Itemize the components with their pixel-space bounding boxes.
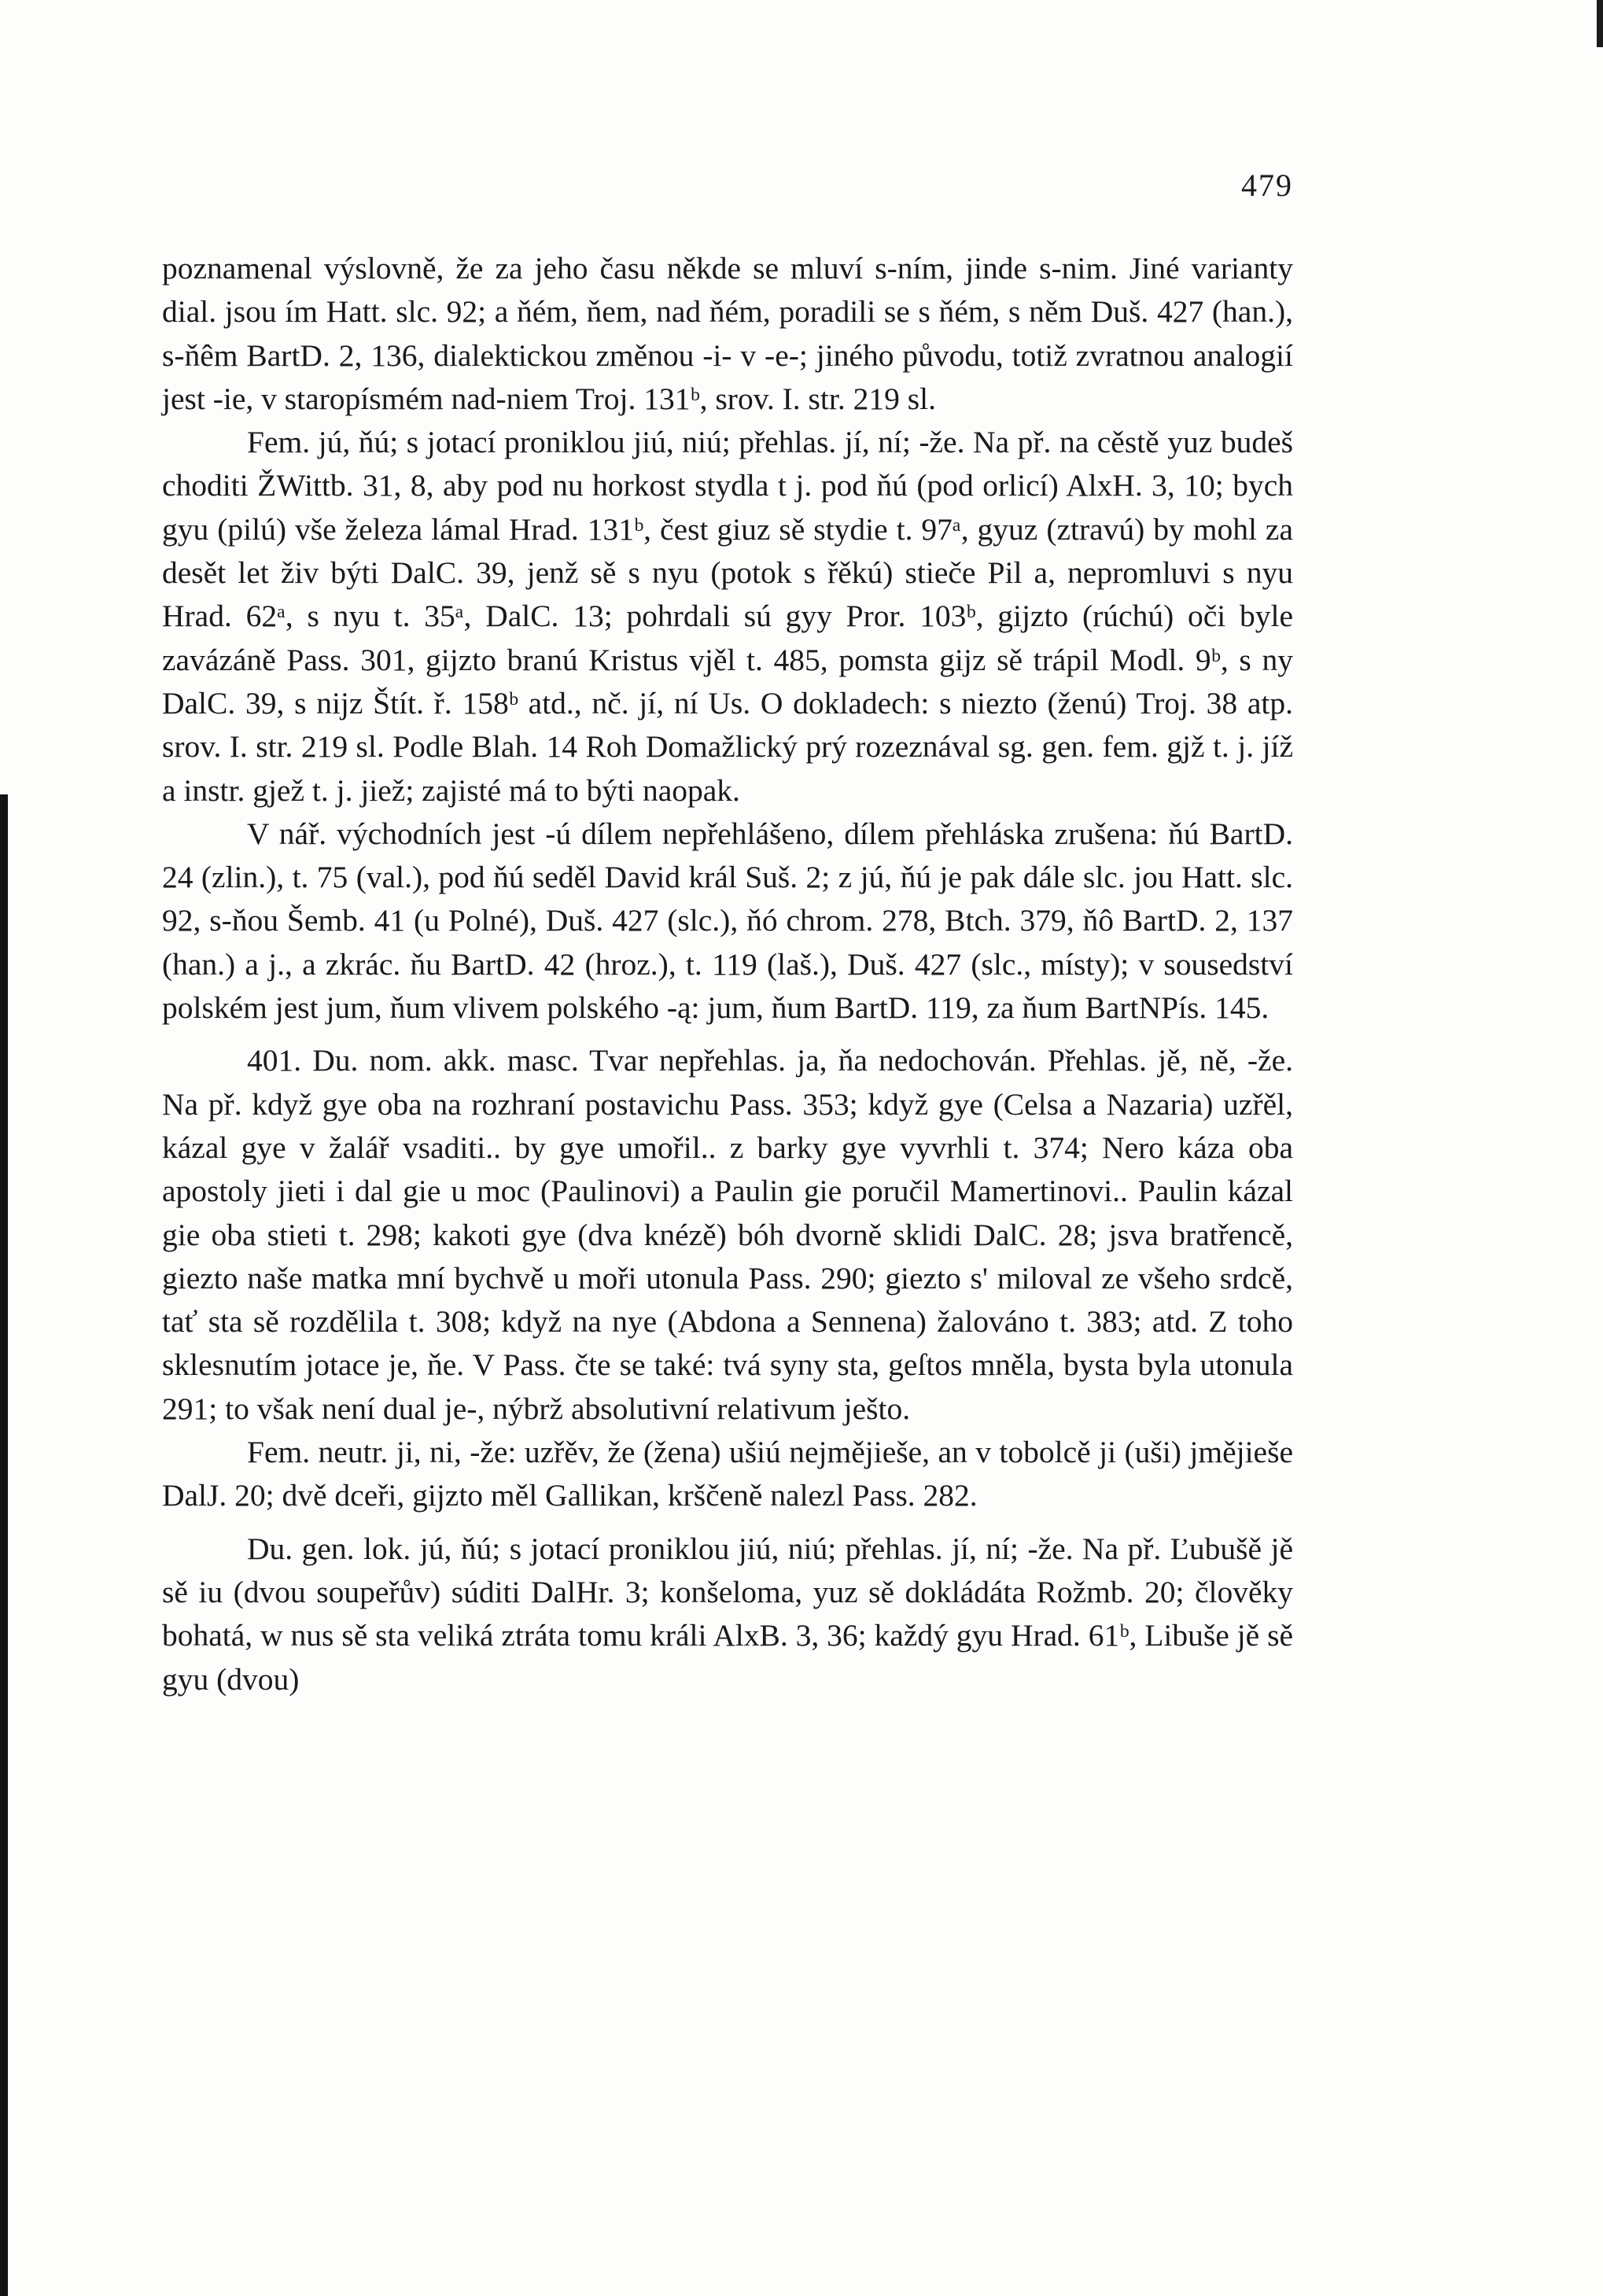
- paragraph: Du. gen. lok. jú, ňú; s jotací proniklou jiú, niú; přehlas. jí, ní; -že. Na př. Ľubušě jě sě iu (dvou soupeřův) súditi DalHr. 3; konšeloma, yuz sě dokládáta Rožmb. 20; člověky bohatá, w nus sě sta veliká ztráta tomu králi AlxB. 3, 36; každý gyu Hrad. 61ᵇ, Libuše jě sě gyu (dvou): [162, 1531, 1293, 1697]
- paragraph: poznamenal výslovně, že za jeho času někde se mluví s-ním, jinde s-nim. Jiné varianty dial. jsou ím Hatt. slc. 92; a ňém, ňem, nad ňém, poradili se s ňém, s něm Duš. 427 (han.), s-ňêm BartD. 2, 136, dialektickou změnou -i- v -e-; jiného původu, totiž zvratnou analogií jest -ie, v staropísmém nad-niem Troj. 131ᵇ, srov. I. str. 219 sl.: [162, 251, 1293, 416]
- scan-border-left: [0, 794, 8, 2296]
- body-text: [162, 247, 1293, 1701]
- page-number: 479: [1241, 168, 1293, 203]
- paragraph: Fem. neutr. ji, ni, -že: uzřěv, že (žena) ušiú nejmějieše, an v tobolcě ji (uši) jmějieše DalJ. 20; dvě dceři, gijzto měl Gallikan, krščeně nalezl Pass. 282.: [162, 1435, 1293, 1513]
- section-paragraph: 401. Du. nom. akk. masc. Tvar nepřehlas. ja, ňa nedochován. Přehlas. jě, ně, -že. Na př. když gye oba na rozhraní postavichu Pass. 353; když gye (Celsa a Nazaria) uzřěl, kázal gye v žalář vsaditi.. by gye umořil.. z barky gye vyvrhli t. 374; Nero káza oba apostoly jieti i dal gie u moc (Paulinovi) a Paulin gie poručil Mamertinovi.. Paulin kázal gie oba stieti t. 298; kakoti gye (dva knézě) bóh dvorně sklidi DalC. 28; jsva bratřencě, giezto naše matka mní bychvě u moři utonula Pass. 290; giezto s' miloval ze všeho srdcě, tať sta sě rozdělila t. 308; když na nye (Abdona a Sennena) žalováno t. 383; atd. Z toho sklesnutím jotace je, ňe. V Pass. čte se také: tvá syny sta, geſtos mněla, bysta byla utonula 291; to však není dual je-, nýbrž absolutivní relativum ješto.: [162, 1043, 1293, 1426]
- paragraph: Fem. jú, ňú; s jotací proniklou jiú, niú; přehlas. jí, ní; -že. Na př. na cěstě yuz budeš choditi ŽWittb. 31, 8, aby pod nu horkost stydla t j. pod ňú (pod orlicí) AlxH. 3, 10; bych gyu (pilú) vše železa lámal Hrad. 131ᵇ, čest giuz sě stydie t. 97ᵃ, gyuz (ztravú) by mohl za desět let živ býti DalC. 39, jenž sě s nyu (potok s řěkú) stieče Pil a, nepromluvi s nyu Hrad. 62ᵃ, s nyu t. 35ᵃ, DalC. 13; pohrdali sú gyy Pror. 103ᵇ, gijzto (rúchú) oči byle zavázáně Pass. 301, gijzto branú Kristus vjěl t. 485, pomsta gijz sě trápil Modl. 9ᵇ, s ny DalC. 39, s nijz Štít. ř. 158ᵇ atd., nč. jí, ní Us. O dokladech: s niezto (ženú) Troj. 38 atp. srov. I. str. 219 sl. Podle Blah. 14 Roh Domažlický prý rozeznával sg. gen. fem. gjž t. j. jíž a instr. gjež t. j. jiež; zajisté má to býti naopak.: [162, 425, 1293, 808]
- paragraph: V nář. východních jest -ú dílem nepřehlášeno, dílem přehláska zrušena: ňú BartD. 24 (zlin.), t. 75 (val.), pod ňú seděl David král Suš. 2; z jú, ňú je pak dále slc. jou Hatt. slc. 92, s-ňou Šemb. 41 (u Polné), Duš. 427 (slc.), ňó chrom. 278, Btch. 379, ňô BartD. 2, 137 (han.) a j., a zkrác. ňu BartD. 42 (hroz.), t. 119 (laš.), Duš. 427 (slc., místy); v sousedství polském jest jum, ňum vlivem polského -ą: jum, ňum BartD. 119, za ňum BartNPís. 145.: [162, 816, 1293, 1026]
- scan-border-right: [1597, 0, 1603, 47]
